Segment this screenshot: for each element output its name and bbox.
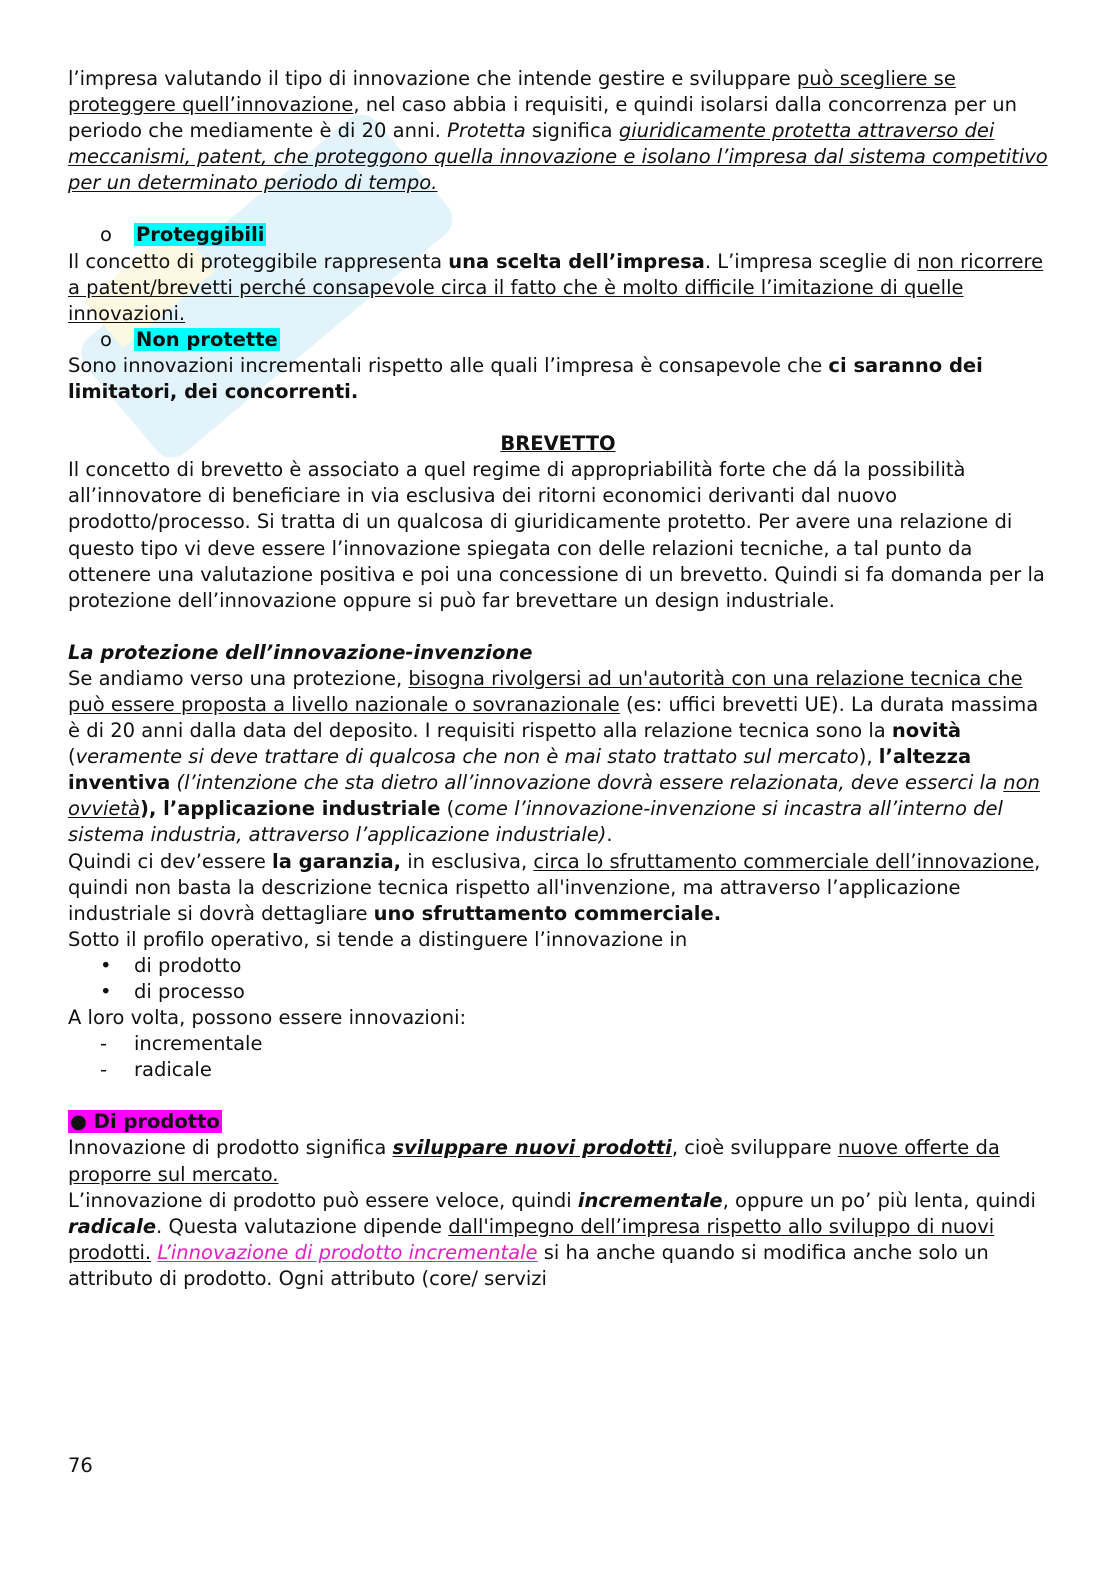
list-item: • di prodotto — [68, 953, 1048, 979]
di-prodotto-paragraph-2: L’innovazione di prodotto può essere veloce, quindi incrementale, oppure un po’ più lenta, quindi radicale. Questa valutazione dipende dall'impegno dell’impresa rispetto allo sviluppo di nuovi prodotti. L’innovazione di prodotto incrementale si ha anche quando si modifica anche solo un attributo di prodotto. Ogni attributo (core/ servizi — [68, 1188, 1036, 1290]
list-marker: o — [100, 223, 112, 247]
dash-marker: - — [100, 1032, 108, 1056]
brevetto-paragraph: Il concetto di brevetto è associato a quel regime di appropriabilità forte che dá la possibilità all’innovatore di beneficiare in via esclusiva dei ritorni economici derivanti dal nuovo prodotto/processo. Si tratta di un qualcosa di giuridicamente protetto. Per avere una relazione di questo tipo vi deve essere l’innovazione spiegata con delle relazioni tecniche, a tal punto da ottenere una valutazione positiva e poi una concessione di un brevetto. Quindi si fa domanda per la protezione dell’innovazione oppure si può far brevettare un design industriale. — [68, 458, 1045, 612]
profilo-operativo-text: Sotto il profilo operativo, si tende a distinguere l’innovazione in — [68, 927, 688, 951]
loro-volta-text: A loro volta, possono essere innovazioni: — [68, 1006, 467, 1030]
di-prodotto-heading: ● Di prodotto — [70, 1110, 220, 1134]
intro-paragraph: l’impresa valutando il tipo di innovazione che intende gestire e sviluppare può scegliere se proteggere quell’innovazione, nel caso abbia i requisiti, e quindi isolarsi dalla concorrenza per un periodo che mediamente è di 20 anni. Protetta significa giuridicamente protetta attraverso dei meccanismi, patent, che proteggono quella innovazione e isolano l’impresa dal sistema competitivo per un determinato periodo di tempo. — [68, 67, 1048, 195]
protezione-title: La protezione dell’innovazione-invenzione — [68, 640, 533, 664]
list-item: - incrementale — [68, 1031, 1048, 1057]
brevetto-heading: BREVETTO — [500, 432, 616, 456]
proteggibili-item — [68, 222, 1048, 248]
document-page — [68, 66, 1048, 1292]
list-marker: o — [100, 327, 112, 351]
bullet-marker: • — [100, 980, 112, 1003]
dash-marker: - — [100, 1058, 108, 1082]
non-protette-title: Non protette — [136, 327, 278, 351]
garanzia-paragraph: Quindi ci dev’essere la garanzia, in esclusiva, circa lo sfruttamento commerciale dell’innovazione, quindi non basta la descrizione tecnica rispetto all'invenzione, ma attraverso l’applicazione industriale si dovrà dettagliare uno sfruttamento commerciale. — [68, 849, 1041, 925]
proteggibili-title: Proteggibili — [136, 223, 265, 247]
protezione-paragraph: Se andiamo verso una protezione, bisogna rivolgersi ad un'autorità con una relazione tecnica che può essere proposta a livello nazionale o sovranazionale (es: uffici brevetti UE). La durata massima è di 20 anni dalla data del deposito. I requisiti rispetto alla relazione tecnica sono la novità (veramente si deve trattare di qualcosa che non è mai stato trattato sul mercato), l’altezza inventiva (l’intenzione che sta dietro all’innovazione dovrà essere relazionata, deve esserci la non ovvietà), l’applicazione industriale (come l’innovazione-invenzione si incastra all’interno del sistema industria, attraverso l’applicazione industriale). — [68, 666, 1040, 847]
di-prodotto-paragraph-1: Innovazione di prodotto significa sviluppare nuovi prodotti, cioè sviluppare nuove offerte da proporre sul mercato. — [68, 1136, 1000, 1186]
bullet-marker: • — [100, 953, 112, 977]
page-number: 76 — [68, 1454, 93, 1477]
list-item: • di processo — [68, 979, 1048, 1005]
non-protette-item — [68, 327, 1048, 353]
non-protette-paragraph: Sono innovazioni incrementali rispetto alle quali l’impresa è consapevole che ci saranno dei limitatori, dei concorrenti. — [68, 353, 983, 404]
list-item: - radicale — [68, 1057, 1048, 1083]
proteggibili-paragraph: Il concetto di proteggibile rappresenta una scelta dell’impresa. L’impresa sceglie di non ricorrere a patent/brevetti perché consapevole circa il fatto che è molto difficile l’imitazione di quelle innovazioni. — [68, 249, 1044, 325]
